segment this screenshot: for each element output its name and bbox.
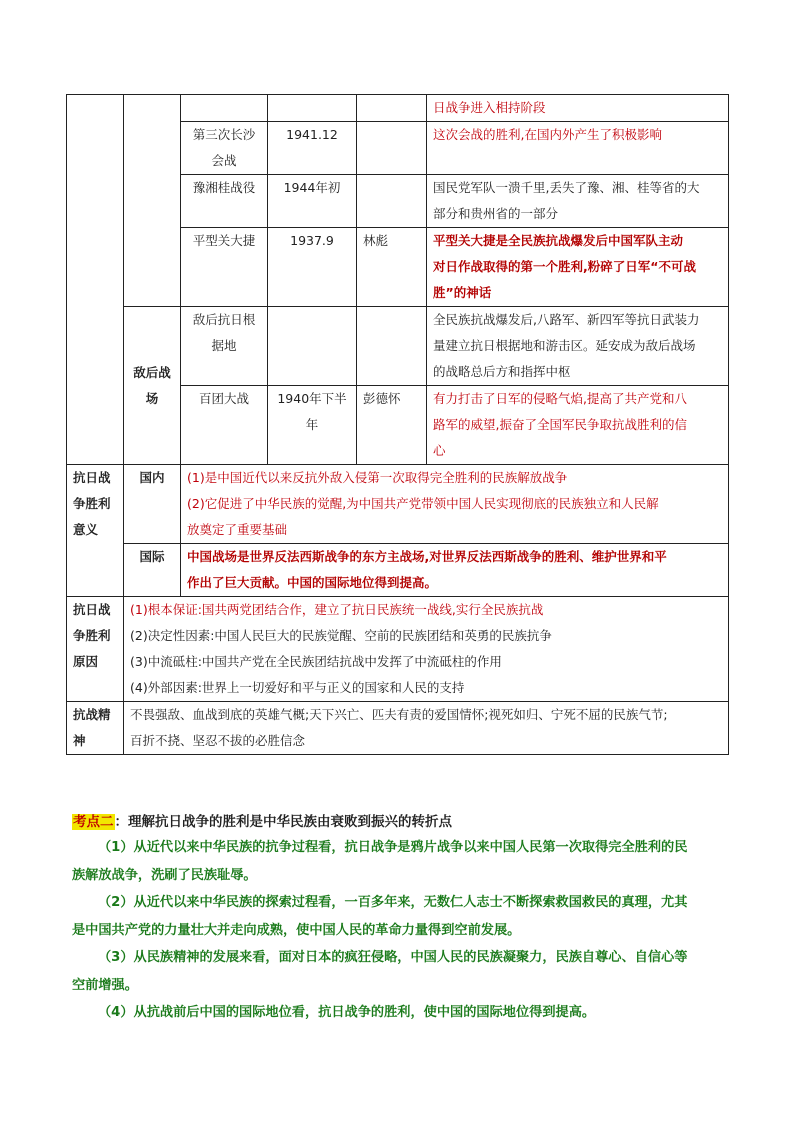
enemy-rear-label: 敌后战场	[124, 307, 181, 465]
commander-cell: 彭德怀	[357, 386, 427, 465]
paragraph-3: （3）从民族精神的发展来看，面对日本的疯狂侵略，中国人民的民族凝聚力，民族自尊心、自信心等 空前增强。	[72, 950, 688, 993]
spirit-content: 不畏强敌、血战到底的英雄气概;天下兴亡、匹夫有责的爱国情怀;视死如归、宁死不屈的民族气节; 百折不挠、坚忍不拔的必胜信念	[124, 702, 729, 755]
battle-cell: 敌后抗日根据地	[181, 307, 268, 386]
domestic-content: (1)是中国近代以来反抗外敌入侵第一次取得完全胜利的民族解放战争 (2)它促进了中华民族的觉醒,为中国共产党带领中国人民实现彻底的民族独立和人民解 放奠定了重要基础	[181, 465, 729, 544]
paragraph-4: （4）从抗战前后中国的国际地位看，抗日战争的胜利，使中国的国际地位得到提高。	[98, 1005, 596, 1020]
result-cell: 有力打击了日军的侵略气焰,提高了共产党和八 路军的威望,振奋了全国军民争取抗战胜利的信 心	[427, 386, 729, 465]
time-cell	[268, 95, 357, 122]
table-row	[67, 95, 729, 122]
result-cell: 平型关大捷是全民族抗战爆发后中国军队主动 对日作战取得的第一个胜利,粉碎了日军“不可战 胜”的神话	[427, 228, 729, 307]
paragraph-1: （1）从近代以来中华民族的抗争过程看，抗日战争是鸦片战争以来中国人民第一次取得完全胜利的民 族解放战争，洗刷了民族耻辱。	[72, 840, 688, 883]
time-cell: 1940年下半年	[268, 386, 357, 465]
commander-cell	[357, 95, 427, 122]
international-label: 国际	[124, 544, 181, 597]
international-content: 中国战场是世界反法西斯战争的东方主战场,对世界反法西斯战争的胜利、维护世界和平 作出了巨大贡献。中国的国际地位得到提高。	[181, 544, 729, 597]
table-row	[67, 544, 729, 597]
reasons-content: (1)根本保证:国共两党团结合作，建立了抗日民族统一战线,实行全民族抗战 (2)决定性因素:中国人民巨大的民族觉醒、空前的民族团结和英勇的民族抗争 (3)中流砥柱:中国共产党在全民族团结抗战中发挥了中流砥柱的作用 (4)外部因素:世界上一切爱好和平与正义的国家和人民的支持	[124, 597, 729, 702]
time-cell: 1944年初	[268, 175, 357, 228]
battle-cell: 平型关大捷	[181, 228, 268, 307]
commander-cell	[357, 307, 427, 386]
time-cell: 1941.12	[268, 122, 357, 175]
empty-cell	[124, 95, 181, 307]
summary-table	[66, 94, 729, 755]
reasons-label: 抗日战争胜利原因	[67, 597, 124, 702]
commander-cell	[357, 175, 427, 228]
commander-cell	[357, 122, 427, 175]
time-cell: 1937.9	[268, 228, 357, 307]
result-cell: 这次会战的胜利,在国内外产生了积极影响	[427, 122, 729, 175]
result-cell: 日战争进入相持阶段	[427, 95, 729, 122]
battle-cell: 豫湘桂战役	[181, 175, 268, 228]
battle-cell	[181, 95, 268, 122]
time-cell	[268, 307, 357, 386]
kaodian-title: ：理解抗日战争的胜利是中华民族由衰败到振兴的转折点	[114, 814, 452, 830]
kaodian-tag: 考点二	[73, 814, 114, 830]
result-cell: 全民族抗战爆发后,八路军、新四军等抗日武装力 量建立抗日根据地和游击区。延安成为敌后战场 的战略总后方和指挥中枢	[427, 307, 729, 386]
domestic-label: 国内	[124, 465, 181, 544]
result-cell: 国民党军队一溃千里,丢失了豫、湘、桂等省的大 部分和贵州省的一部分	[427, 175, 729, 228]
kaodian-heading	[72, 810, 452, 830]
commander-cell: 林彪	[357, 228, 427, 307]
battle-cell: 百团大战	[181, 386, 268, 465]
table-row	[67, 702, 729, 755]
spirit-label: 抗战精神	[67, 702, 124, 755]
paragraph-2: （2）从近代以来中华民族的探索过程看，一百多年来，无数仁人志士不断探索救国救民的真理，尤其 是中国共产党的力量壮大并走向成熟，使中国人民的革命力量得到空前发展。	[72, 895, 688, 938]
significance-label: 抗日战争胜利意义	[67, 465, 124, 597]
table-row	[67, 307, 729, 386]
table-row	[67, 597, 729, 702]
table-row	[67, 465, 729, 544]
battle-cell: 第三次长沙会战	[181, 122, 268, 175]
empty-cell	[67, 95, 124, 465]
